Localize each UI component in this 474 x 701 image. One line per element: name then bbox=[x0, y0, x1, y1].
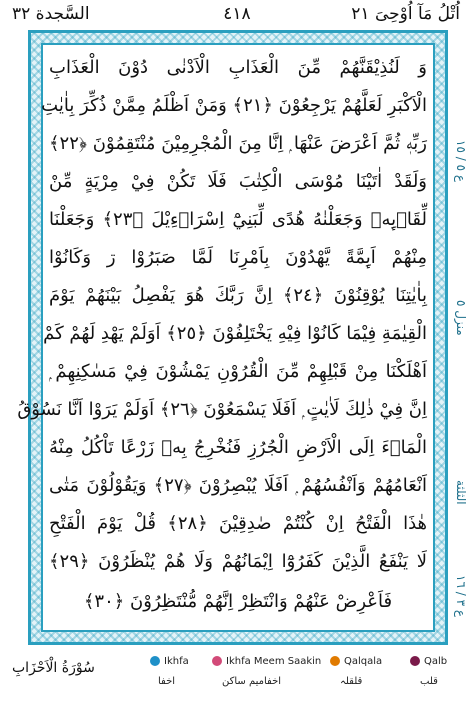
legend-ikhfa-meem: Ikhfa Meem Saakin bbox=[212, 656, 321, 667]
page-header bbox=[0, 0, 474, 30]
verse-line-8: الْقِيٰمَةِ فِيْمَا كَانُوْا فِيْهِ يَخْتَلِفُوْنَ ﴿٢٥﴾ اَوَلَمْ يَهْدِ لَهُمْ كَمْ bbox=[43, 323, 427, 344]
verse-line-14: لَا يَنْفَعُ الَّذِيْنَ كَفَرُوْٓا اِيْمَانُهُمْ وَلَا هُمْ يُنْظَرُوْنَ ﴿٢٩﴾ bbox=[49, 551, 427, 572]
verse-line-6: مِنْهُمْ اَىِٕمَّةً يَّهْدُوْنَ بِاَمْرِنَا لَمَّا صَبَرُوْا ڗ وَكَانُوْا bbox=[49, 247, 427, 268]
juz-title: اُتْلُ مَآ اُوْحِیَ ٢١ bbox=[351, 4, 460, 24]
qalb-color-dot bbox=[410, 656, 420, 666]
verse-line-2: الْاَكْبَرِ لَعَلَّهُمْ يَرْجِعُوْنَ ﴿٢١﴾ وَمَنْ اَظْلَمُ مِمَّنْ ذُكِّرَ بِاٰيٰتِ bbox=[41, 95, 427, 116]
qalqala-color-dot bbox=[330, 656, 340, 666]
page-number: ٤١٨ bbox=[223, 4, 251, 24]
verse-line-9: اَهْلَكْنَا مِنْ قَبْلِهِمْ مِّنَ الْقُرُوْنِ يَمْشُوْنَ فِيْ مَسٰكِنِهِمْ ۭ bbox=[49, 361, 427, 382]
ikhfa-color-dot bbox=[150, 656, 160, 666]
legend-qalb: Qalb bbox=[410, 656, 447, 667]
ikhfa-meem-color-dot bbox=[212, 656, 222, 666]
legend-qalqala: Qalqala bbox=[330, 656, 382, 667]
legend-ikhfa-arabic: اخفا bbox=[158, 676, 176, 687]
verse-line-10: اِنَّ فِيْ ذٰلِكَ لَاٰيٰتٍ ۭ اَفَلَا يَسْمَعُوْنَ ﴿٢٦﴾ اَوَلَمْ يَرَوْا اَنَّا نَسُوْقُ bbox=[17, 399, 427, 420]
legend-qalb-arabic: قلب bbox=[420, 676, 438, 687]
next-surah-name: سُوْرَةُ الْاَحْزَابِ bbox=[12, 660, 95, 676]
margin-ruku-bottom: ع ٣ / ١٦ bbox=[454, 575, 468, 617]
verse-line-1: وَ لَنُذِيْقَنَّهُمْ مِّنَ الْعَذَابِ الْاَدْنٰى دُوْنَ الْعَذَابِ bbox=[49, 57, 427, 78]
margin-quarter: الثلثة bbox=[454, 480, 468, 505]
tajweed-legend bbox=[0, 652, 474, 701]
verse-line-13: هٰذَا الْفَتْحُ اِنْ كُنْتُمْ صٰدِقِيْنَ ﴿٢٨﴾ قُلْ يَوْمَ الْفَتْحِ bbox=[49, 513, 428, 534]
page-frame bbox=[17, 30, 448, 645]
verse-line-11: الْمَاۗءَ اِلَى الْاَرْضِ الْجُرُزِ فَنُخْرِجُ بِهٖ زَرْعًا تَاْكُلُ مِنْهُ bbox=[49, 437, 427, 458]
verse-line-5: لِّقَاۗىِٕهٖ وَجَعَلْنٰهُ هُدًى لِّبَنِيْٓ اِسْرَاۗءِيْلَ ﴿٢٣﴾ وَجَعَلْنَا bbox=[49, 209, 427, 230]
verse-line-15: فَاَعْرِضْ عَنْهُمْ وَانْتَظِرْ اِنَّهُمْ مُّنْتَظِرُوْنَ ﴿٣٠﴾ bbox=[83, 591, 393, 612]
legend-ikhfa: Ikhfa bbox=[150, 656, 189, 667]
margin-ruku-top: ع ٥ / ١٥ bbox=[454, 140, 468, 182]
surah-title: السَّجدة ٣٢ bbox=[12, 4, 90, 24]
verse-line-3: رَبِّهٖ ثُمَّ اَعْرَضَ عَنْهَا ۭ اِنَّا مِنَ الْمُجْرِمِيْنَ مُنْتَقِمُوْنَ ﴿٢٢﴾ bbox=[49, 133, 427, 154]
legend-ikhfa-meem-arabic: اخفامیم ساکن bbox=[222, 676, 282, 687]
legend-qalqala-arabic: قلقلہ bbox=[340, 676, 363, 687]
margin-manzil: منزل ٥ bbox=[454, 300, 468, 336]
verse-line-7: بِاٰيٰتِنَا يُوْقِنُوْنَ ﴿٢٤﴾ اِنَّ رَبَّكَ هُوَ يَفْصِلُ بَيْنَهُمْ يَوْمَ bbox=[49, 285, 427, 306]
text-panel bbox=[17, 43, 435, 632]
verse-line-12: اَنْعَامُهُمْ وَاَنْفُسُهُمْ ۭ اَفَلَا يُبْصِرُوْنَ ﴿٢٧﴾ وَيَقُوْلُوْنَ مَتٰى bbox=[49, 475, 427, 496]
verse-line-4: وَلَقَدْ اٰتَيْنَا مُوْسَى الْكِتٰبَ فَلَا تَكُنْ فِيْ مِرْيَةٍ مِّنْ bbox=[49, 171, 427, 192]
